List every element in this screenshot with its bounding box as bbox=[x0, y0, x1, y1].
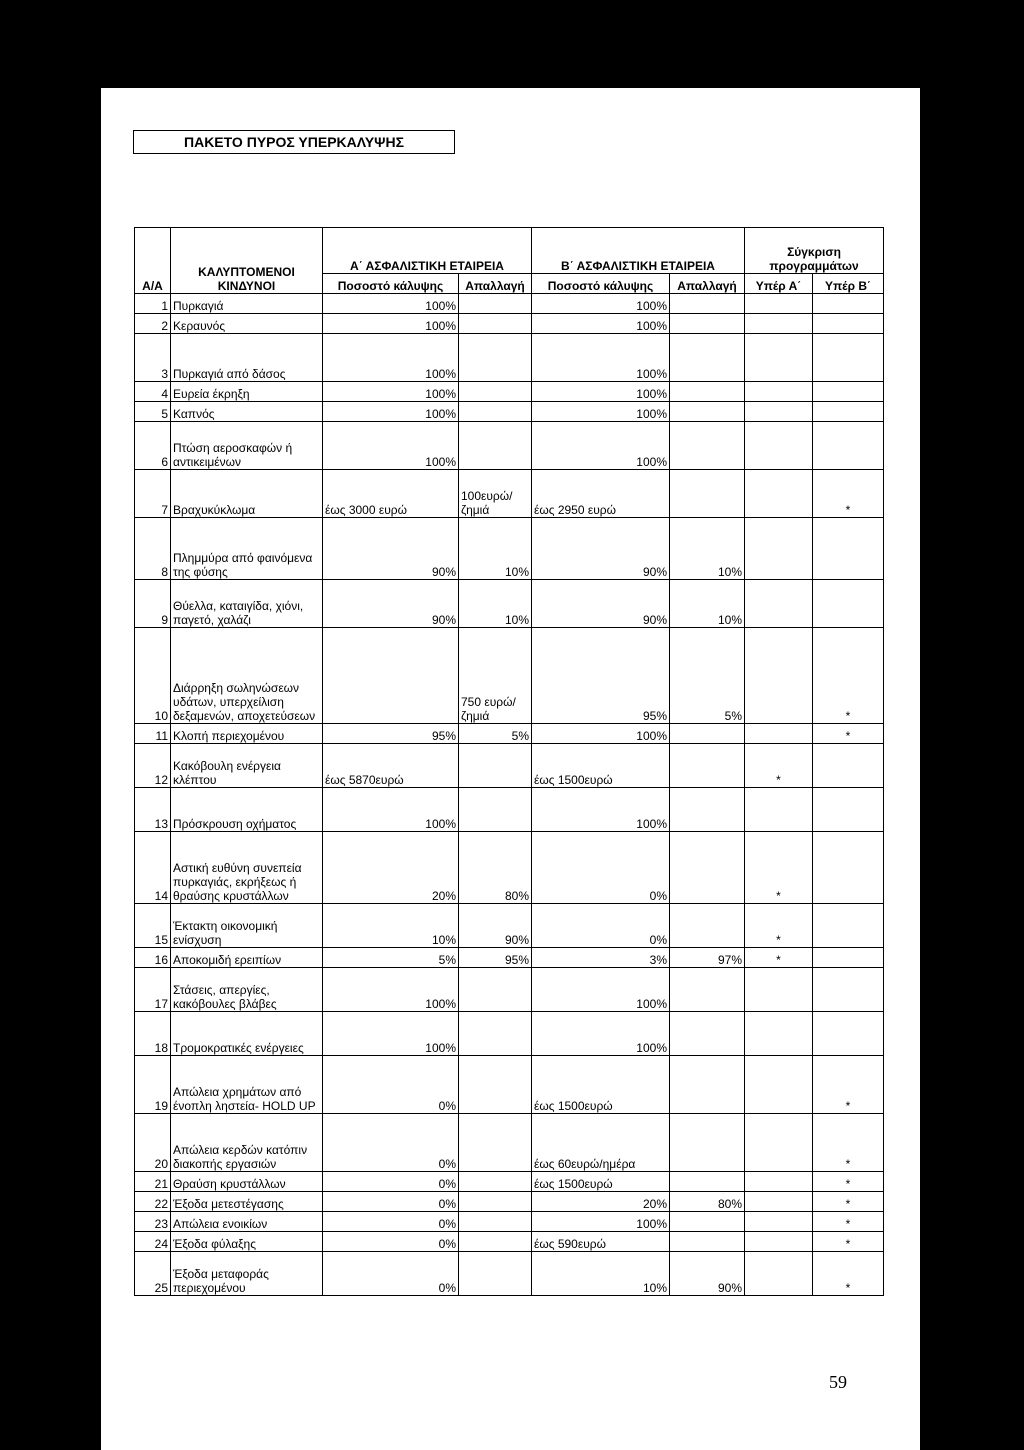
table-row bbox=[135, 294, 884, 314]
coverage-b: 10% bbox=[532, 1252, 670, 1296]
coverage-b: 100% bbox=[532, 1212, 670, 1232]
deductible-a bbox=[459, 294, 532, 314]
deductible-a bbox=[459, 382, 532, 402]
coverage-a: έως 5870ευρώ bbox=[323, 744, 459, 788]
table-row bbox=[135, 402, 884, 422]
coverage-a: 0% bbox=[323, 1252, 459, 1296]
for-a-mark bbox=[745, 294, 813, 314]
for-b-mark bbox=[813, 832, 884, 904]
coverage-b: 0% bbox=[532, 904, 670, 948]
deductible-a: 10% bbox=[459, 580, 532, 628]
deductible-a: 750 ευρώ/ ζημιά bbox=[459, 628, 532, 724]
coverage-b: έως 590ευρώ bbox=[532, 1232, 670, 1252]
deductible-a bbox=[459, 422, 532, 470]
risk-name: Αστική ευθύνη συνεπεία πυρκαγιάς, εκρήξεως ή θραύσης κρυστάλλων bbox=[171, 832, 323, 904]
for-b-mark bbox=[813, 518, 884, 580]
for-b-mark: * bbox=[813, 1252, 884, 1296]
deductible-a bbox=[459, 1232, 532, 1252]
for-b-mark bbox=[813, 334, 884, 382]
for-a-mark bbox=[745, 1192, 813, 1212]
coverage-b: 100% bbox=[532, 382, 670, 402]
row-number: 6 bbox=[135, 422, 171, 470]
deductible-a bbox=[459, 1056, 532, 1114]
risk-name: Έξοδα φύλαξης bbox=[171, 1232, 323, 1252]
row-number: 9 bbox=[135, 580, 171, 628]
for-a-mark bbox=[745, 518, 813, 580]
coverage-a: 0% bbox=[323, 1192, 459, 1212]
table-row bbox=[135, 518, 884, 580]
table-row bbox=[135, 470, 884, 518]
coverage-b: 100% bbox=[532, 294, 670, 314]
coverage-b: 100% bbox=[532, 402, 670, 422]
deductible-a: 90% bbox=[459, 904, 532, 948]
table-row bbox=[135, 314, 884, 334]
for-a-mark bbox=[745, 314, 813, 334]
header-company-b: Β΄ ΑΣΦΑΛΙΣΤΙΚΗ ΕΤΑΙΡΕΙΑ bbox=[532, 228, 745, 274]
for-b-mark: * bbox=[813, 1212, 884, 1232]
risk-name: Βραχυκύκλωμα bbox=[171, 470, 323, 518]
coverage-b: 100% bbox=[532, 422, 670, 470]
table-row bbox=[135, 580, 884, 628]
coverage-a: 95% bbox=[323, 724, 459, 744]
header-coverage-a: Ποσοστό κάλυψης bbox=[323, 274, 459, 294]
row-number: 2 bbox=[135, 314, 171, 334]
for-b-mark: * bbox=[813, 1056, 884, 1114]
row-number: 3 bbox=[135, 334, 171, 382]
for-b-mark bbox=[813, 580, 884, 628]
deductible-a: 10% bbox=[459, 518, 532, 580]
table-row bbox=[135, 1192, 884, 1212]
row-number: 14 bbox=[135, 832, 171, 904]
coverage-b: 0% bbox=[532, 832, 670, 904]
table-row bbox=[135, 1056, 884, 1114]
for-b-mark: * bbox=[813, 1192, 884, 1212]
deductible-a bbox=[459, 334, 532, 382]
coverage-a: έως 3000 ευρώ bbox=[323, 470, 459, 518]
table-row bbox=[135, 744, 884, 788]
header-for-b: Υπέρ Β΄ bbox=[813, 274, 884, 294]
deductible-a: 100ευρώ/ ζημιά bbox=[459, 470, 532, 518]
row-number: 25 bbox=[135, 1252, 171, 1296]
risk-name: Ευρεία έκρηξη bbox=[171, 382, 323, 402]
for-b-mark bbox=[813, 904, 884, 948]
for-b-mark bbox=[813, 422, 884, 470]
header-aa: Α/Α bbox=[135, 228, 171, 294]
coverage-a: 20% bbox=[323, 832, 459, 904]
deductible-b bbox=[670, 788, 745, 832]
row-number: 7 bbox=[135, 470, 171, 518]
coverage-b: 90% bbox=[532, 518, 670, 580]
deductible-b bbox=[670, 314, 745, 334]
deductible-b bbox=[670, 422, 745, 470]
risk-name: Έξοδα μεταφοράς περιεχομένου bbox=[171, 1252, 323, 1296]
risk-name: Διάρρηξη σωληνώσεων υδάτων, υπερχείλιση δεξαμενών, αποχετεύσεων bbox=[171, 628, 323, 724]
coverage-a bbox=[323, 628, 459, 724]
header-risks: ΚΑΛΥΠΤΟΜΕΝΟΙ ΚΙΝΔΥΝΟΙ bbox=[171, 228, 323, 294]
for-a-mark bbox=[745, 1056, 813, 1114]
row-number: 13 bbox=[135, 788, 171, 832]
table-row bbox=[135, 1114, 884, 1172]
for-a-mark: * bbox=[745, 904, 813, 948]
table-row bbox=[135, 948, 884, 968]
risk-name: Κεραυνός bbox=[171, 314, 323, 334]
row-number: 5 bbox=[135, 402, 171, 422]
coverage-b: 100% bbox=[532, 334, 670, 382]
coverage-b: 20% bbox=[532, 1192, 670, 1212]
row-number: 17 bbox=[135, 968, 171, 1012]
coverage-a: 10% bbox=[323, 904, 459, 948]
row-number: 12 bbox=[135, 744, 171, 788]
coverage-b: 100% bbox=[532, 968, 670, 1012]
deductible-b bbox=[670, 1114, 745, 1172]
deductible-a: 5% bbox=[459, 724, 532, 744]
risk-name: Απώλεια ενοικίων bbox=[171, 1212, 323, 1232]
row-number: 4 bbox=[135, 382, 171, 402]
coverage-a: 0% bbox=[323, 1056, 459, 1114]
deductible-a bbox=[459, 1212, 532, 1232]
for-b-mark bbox=[813, 382, 884, 402]
risk-name: Απώλεια χρημάτων από ένοπλη ληστεία- HOLD UP bbox=[171, 1056, 323, 1114]
row-number: 23 bbox=[135, 1212, 171, 1232]
coverage-b: έως 60ευρώ/ημέρα bbox=[532, 1114, 670, 1172]
deductible-b bbox=[670, 744, 745, 788]
row-number: 18 bbox=[135, 1012, 171, 1056]
deductible-b bbox=[670, 470, 745, 518]
for-b-mark bbox=[813, 744, 884, 788]
for-b-mark bbox=[813, 314, 884, 334]
for-a-mark bbox=[745, 1114, 813, 1172]
for-a-mark bbox=[745, 968, 813, 1012]
for-a-mark bbox=[745, 470, 813, 518]
table-row bbox=[135, 904, 884, 948]
for-a-mark: * bbox=[745, 744, 813, 788]
coverage-a: 100% bbox=[323, 1012, 459, 1056]
risk-name: Τρομοκρατικές ενέργειες bbox=[171, 1012, 323, 1056]
deductible-b: 97% bbox=[670, 948, 745, 968]
coverage-a: 100% bbox=[323, 968, 459, 1012]
deductible-a bbox=[459, 788, 532, 832]
risk-name: Κλοπή περιεχομένου bbox=[171, 724, 323, 744]
header-deductible-b: Απαλλαγή bbox=[670, 274, 745, 294]
risk-name: Θύελλα, καταιγίδα, χιόνι, παγετό, χαλάζι bbox=[171, 580, 323, 628]
row-number: 21 bbox=[135, 1172, 171, 1192]
header-coverage-b: Ποσοστό κάλυψης bbox=[532, 274, 670, 294]
risk-name: Στάσεις, απεργίες, κακόβουλες βλάβες bbox=[171, 968, 323, 1012]
for-a-mark bbox=[745, 334, 813, 382]
deductible-a bbox=[459, 1012, 532, 1056]
deductible-a bbox=[459, 402, 532, 422]
for-a-mark bbox=[745, 724, 813, 744]
coverage-comparison-table bbox=[134, 227, 884, 1296]
deductible-b bbox=[670, 294, 745, 314]
coverage-b: έως 1500ευρώ bbox=[532, 1172, 670, 1192]
risk-name: Θραύση κρυστάλλων bbox=[171, 1172, 323, 1192]
row-number: 20 bbox=[135, 1114, 171, 1172]
row-number: 8 bbox=[135, 518, 171, 580]
table-row bbox=[135, 1212, 884, 1232]
for-a-mark bbox=[745, 402, 813, 422]
risk-name: Αποκομιδή ερειπίων bbox=[171, 948, 323, 968]
risk-name: Απώλεια κερδών κατόπιν διακοπής εργασιών bbox=[171, 1114, 323, 1172]
coverage-b: 100% bbox=[532, 1012, 670, 1056]
table-row bbox=[135, 1172, 884, 1192]
deductible-b bbox=[670, 1056, 745, 1114]
header-deductible-a: Απαλλαγή bbox=[459, 274, 532, 294]
document-title: ΠΑΚΕΤΟ ΠΥΡΟΣ ΥΠΕΡΚΑΛΥΨΗΣ bbox=[133, 130, 455, 154]
row-number: 15 bbox=[135, 904, 171, 948]
header-comparison: Σύγκριση προγραμμάτων bbox=[745, 228, 884, 274]
deductible-b: 90% bbox=[670, 1252, 745, 1296]
row-number: 10 bbox=[135, 628, 171, 724]
coverage-a: 5% bbox=[323, 948, 459, 968]
coverage-b: 90% bbox=[532, 580, 670, 628]
coverage-a: 0% bbox=[323, 1232, 459, 1252]
risk-name: Πλημμύρα από φαινόμενα της φύσης bbox=[171, 518, 323, 580]
coverage-b: έως 1500ευρώ bbox=[532, 1056, 670, 1114]
coverage-a: 100% bbox=[323, 422, 459, 470]
for-a-mark bbox=[745, 1232, 813, 1252]
row-number: 16 bbox=[135, 948, 171, 968]
coverage-b: 3% bbox=[532, 948, 670, 968]
coverage-a: 100% bbox=[323, 334, 459, 382]
risk-name: Πυρκαγιά από δάσος bbox=[171, 334, 323, 382]
for-b-mark: * bbox=[813, 628, 884, 724]
deductible-a bbox=[459, 1252, 532, 1296]
deductible-b bbox=[670, 334, 745, 382]
table-row bbox=[135, 788, 884, 832]
table-row bbox=[135, 422, 884, 470]
for-a-mark bbox=[745, 628, 813, 724]
coverage-a: 0% bbox=[323, 1172, 459, 1192]
for-b-mark bbox=[813, 788, 884, 832]
deductible-b: 10% bbox=[670, 580, 745, 628]
header-company-a: Α΄ ΑΣΦΑΛΙΣΤΙΚΗ ΕΤΑΙΡΕΙΑ bbox=[323, 228, 532, 274]
deductible-a bbox=[459, 744, 532, 788]
table-row bbox=[135, 1252, 884, 1296]
coverage-a: 100% bbox=[323, 294, 459, 314]
header-for-a: Υπέρ Α΄ bbox=[745, 274, 813, 294]
deductible-b: 80% bbox=[670, 1192, 745, 1212]
deductible-b bbox=[670, 382, 745, 402]
deductible-a bbox=[459, 1192, 532, 1212]
for-a-mark bbox=[745, 788, 813, 832]
deductible-a bbox=[459, 1114, 532, 1172]
row-number: 22 bbox=[135, 1192, 171, 1212]
deductible-b: 5% bbox=[670, 628, 745, 724]
page-number: 59 bbox=[829, 1372, 847, 1392]
deductible-b bbox=[670, 1012, 745, 1056]
deductible-b bbox=[670, 832, 745, 904]
deductible-a bbox=[459, 1172, 532, 1192]
coverage-b: 100% bbox=[532, 724, 670, 744]
coverage-b: 100% bbox=[532, 314, 670, 334]
table-row bbox=[135, 968, 884, 1012]
row-number: 24 bbox=[135, 1232, 171, 1252]
for-a-mark bbox=[745, 382, 813, 402]
coverage-b: 100% bbox=[532, 788, 670, 832]
for-a-mark bbox=[745, 1012, 813, 1056]
coverage-a: 0% bbox=[323, 1114, 459, 1172]
row-number: 11 bbox=[135, 724, 171, 744]
for-a-mark: * bbox=[745, 832, 813, 904]
coverage-b: έως 2950 ευρώ bbox=[532, 470, 670, 518]
risk-name: Πυρκαγιά bbox=[171, 294, 323, 314]
coverage-a: 100% bbox=[323, 788, 459, 832]
table-row bbox=[135, 832, 884, 904]
deductible-b: 10% bbox=[670, 518, 745, 580]
coverage-b: 95% bbox=[532, 628, 670, 724]
deductible-b bbox=[670, 1172, 745, 1192]
for-b-mark: * bbox=[813, 1232, 884, 1252]
row-number: 1 bbox=[135, 294, 171, 314]
for-a-mark bbox=[745, 1252, 813, 1296]
for-b-mark: * bbox=[813, 724, 884, 744]
risk-name: Έξοδα μετεστέγασης bbox=[171, 1192, 323, 1212]
risk-name: Κακόβουλη ενέργεια κλέπτου bbox=[171, 744, 323, 788]
table-row bbox=[135, 334, 884, 382]
deductible-b bbox=[670, 402, 745, 422]
for-a-mark bbox=[745, 580, 813, 628]
for-a-mark bbox=[745, 1172, 813, 1192]
deductible-b bbox=[670, 1232, 745, 1252]
risk-name: Πτώση αεροσκαφών ή αντικειμένων bbox=[171, 422, 323, 470]
coverage-b: έως 1500ευρώ bbox=[532, 744, 670, 788]
risk-name: Έκτακτη οικονομική ενίσχυση bbox=[171, 904, 323, 948]
coverage-a: 100% bbox=[323, 382, 459, 402]
for-b-mark bbox=[813, 1012, 884, 1056]
risk-name: Καπνός bbox=[171, 402, 323, 422]
table-row bbox=[135, 382, 884, 402]
deductible-a bbox=[459, 968, 532, 1012]
for-b-mark bbox=[813, 294, 884, 314]
table-row bbox=[135, 724, 884, 744]
coverage-a: 0% bbox=[323, 1212, 459, 1232]
for-b-mark: * bbox=[813, 470, 884, 518]
for-b-mark: * bbox=[813, 1172, 884, 1192]
for-a-mark bbox=[745, 1212, 813, 1232]
deductible-a: 80% bbox=[459, 832, 532, 904]
table-row bbox=[135, 1232, 884, 1252]
header-row-1 bbox=[135, 228, 884, 274]
deductible-b bbox=[670, 904, 745, 948]
deductible-b bbox=[670, 968, 745, 1012]
coverage-a: 90% bbox=[323, 518, 459, 580]
for-b-mark bbox=[813, 948, 884, 968]
coverage-a: 100% bbox=[323, 402, 459, 422]
coverage-a: 90% bbox=[323, 580, 459, 628]
deductible-b bbox=[670, 724, 745, 744]
for-b-mark bbox=[813, 402, 884, 422]
for-a-mark: * bbox=[745, 948, 813, 968]
for-b-mark bbox=[813, 968, 884, 1012]
table-row bbox=[135, 1012, 884, 1056]
table-row bbox=[135, 628, 884, 724]
deductible-a bbox=[459, 314, 532, 334]
coverage-a: 100% bbox=[323, 314, 459, 334]
risk-name: Πρόσκρουση οχήματος bbox=[171, 788, 323, 832]
for-a-mark bbox=[745, 422, 813, 470]
deductible-b bbox=[670, 1212, 745, 1232]
deductible-a: 95% bbox=[459, 948, 532, 968]
row-number: 19 bbox=[135, 1056, 171, 1114]
for-b-mark: * bbox=[813, 1114, 884, 1172]
